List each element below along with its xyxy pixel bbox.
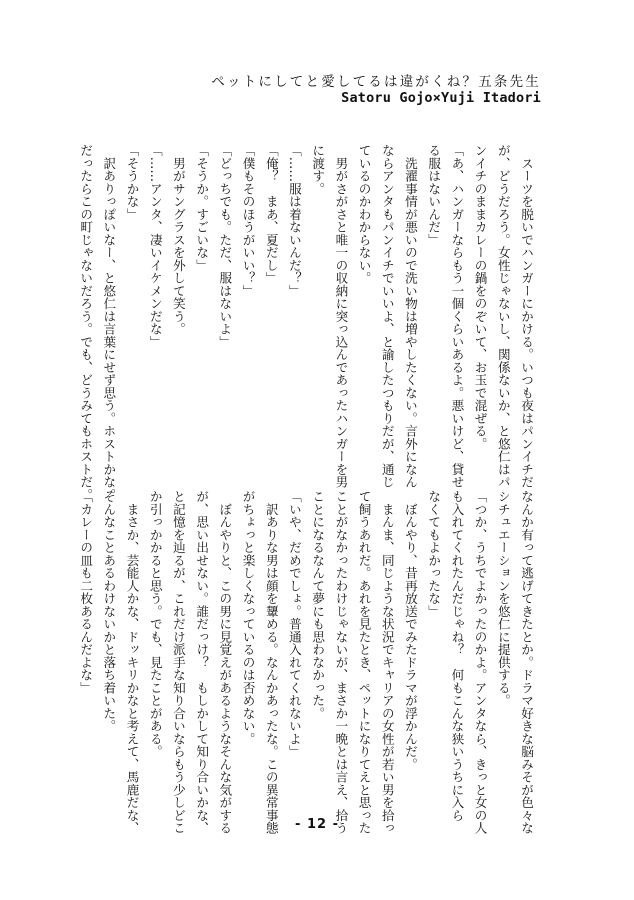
text-line: スーツを脱いでハンガーにかける。いつも夜はパンイチだ xyxy=(519,144,534,489)
text-line: 「そうか。すごいな」 xyxy=(194,144,210,272)
text-line: ならアンタもパンイチでいいよ、と諭したつもりだが、通じ xyxy=(379,144,395,489)
text-line: 訳ありな男は顔を顰める。なんかあったな。この異常事態 xyxy=(263,490,279,835)
text-line: 「そうかな」 xyxy=(124,144,140,221)
page-number: - 12 - xyxy=(295,817,339,832)
text-line: 男がサングラスを外して笑う。 xyxy=(170,144,186,336)
text-line: 「どっちでも。ただ、服はないよ」 xyxy=(217,144,233,348)
text-line: が、思い出せない。誰だっけ？ もしかして知り合いかな、 xyxy=(194,490,210,835)
text-line: る服はないんだ」 xyxy=(426,144,442,246)
text-line: そんなことあるわけないかと落ち着いた。 xyxy=(101,490,117,733)
text-line: シチュエーションを悠仁に提供する。 xyxy=(495,490,511,707)
text-line: が、どうだろう。女性じゃないし、関係ないか、と悠仁はパ xyxy=(495,144,511,489)
text-line: まさか、芸能人かな、ドッキリかなと考えて、馬鹿だな、 xyxy=(124,490,140,835)
text-line: と記憶を辿るが、これだけ派手な知り合いならもう少しどこ xyxy=(170,490,186,835)
text-line: 「カレーの皿も二枚あるんだよな」 xyxy=(78,490,94,694)
text-line: ぼんやりと、この男に見覚えがあるようなそんな気がする xyxy=(217,490,233,835)
text-line: だったらこの町じゃないだろう。でも、どうみてもホストだ。 xyxy=(78,144,94,501)
text-line: 「俺？ まあ、夏だし」 xyxy=(263,144,279,285)
text-line: なくてもよかったな」 xyxy=(426,490,442,618)
text-line: も入れてくれたんだじゃね？ 何もこんな狭いうちに入ら xyxy=(449,490,465,822)
text-line: ことがなかったわけじゃないが、まさか一晩とは言え、拾う xyxy=(333,490,349,835)
text-line: 訳ありっぽいなー、と悠仁は言葉にせず思う。ホストかな。 xyxy=(101,144,117,501)
text-line: がちょっと楽しくなっているのは否めない。 xyxy=(240,490,256,745)
text-line: 洗濯事情が悪いので洗い物は増やしたくない。言外になん xyxy=(402,144,418,489)
text-line: 「つか、うちでよかったのかよ。アンタなら、きっと女の人 xyxy=(472,490,488,835)
text-line: なんか有って逃げてきたとか。ドラマ好きな脳みそが色々な xyxy=(519,490,534,835)
text-line: て飼うあれだ。あれを見たとき、ペットになりてえと思った xyxy=(356,490,372,835)
text-line: 「……服は着ないんだ？」 xyxy=(286,144,302,297)
text-line: に渡す。 xyxy=(310,144,326,195)
text-line: ことになるなんて夢にも思わなかった。 xyxy=(310,490,326,720)
text-line: 「……アンタ、凄いイケメンだな」 xyxy=(147,144,163,348)
running-header-title: ペットにしてと愛してるは違がくね？五条先生 xyxy=(211,74,541,90)
text-line: ンイチのままカレーの鍋をのぞいて、お玉で混ぜる。 xyxy=(472,144,488,450)
text-line: 男がさがさと唯一の収納に突っ込んであったハンガーを男 xyxy=(333,144,349,489)
text-line: ているのかわからない。 xyxy=(356,144,372,285)
text-line: 「いや、だめでしょ。普通入れてくれないよ」 xyxy=(286,490,302,758)
vertical-text-block-top xyxy=(78,144,538,501)
text-line: まんま、同じような状況でキャリアの女性が若い男を拾っ xyxy=(379,490,395,835)
text-line: 「僕もそのほうがいい？」 xyxy=(240,144,256,297)
text-line: か引っかかると思う。でも、見たことがある。 xyxy=(147,490,163,758)
text-line: 「あ、ハンガーならもう一個くらいあるよ。悪いけど、貸せ xyxy=(449,144,465,489)
text-line: ぼんやり、昔再放送でみたドラマが浮かんだ。 xyxy=(402,490,418,771)
running-header-pairing: Satoru Gojo×Yuji Itadori xyxy=(341,90,541,106)
